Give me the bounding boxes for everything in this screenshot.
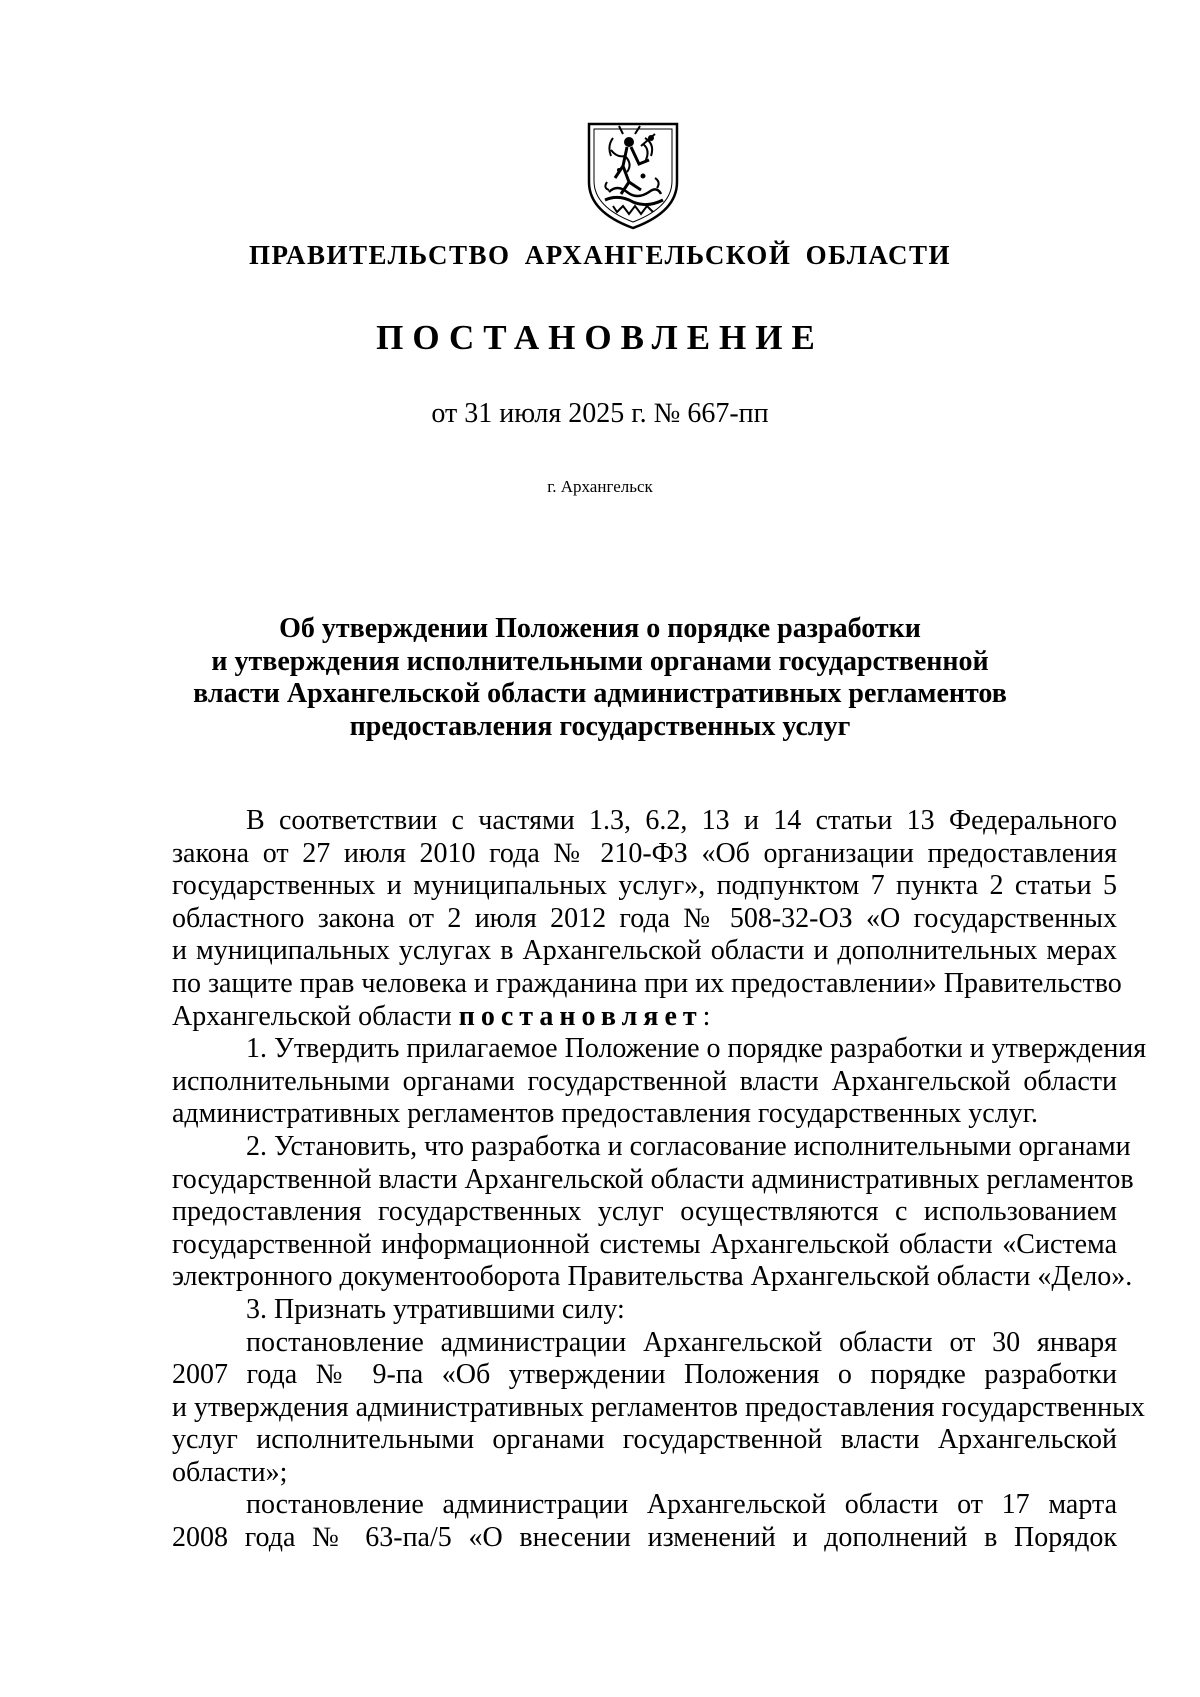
body-line-decree [172,1001,1117,1034]
document-subject [0,613,1200,743]
body-line: 2007 года № 9-па «Об утверждении Положения о порядке разработки [172,1359,1117,1391]
body-line: государственной власти Архангельской области административных регламентов [172,1163,1134,1195]
subject-line: и утверждения исполнительными органами государственной [211,645,989,677]
body-line: государственных и муниципальных услуг», подпунктом 7 пункта 2 статьи 5 [172,870,1117,902]
body-line: области»; [172,1456,288,1488]
body-line: закона от 27 июля 2010 года № 210-ФЗ «Об организации предоставления [172,837,1117,869]
subject-line: Об утверждении Положения о порядке разработки [279,613,921,644]
body-line: 2008 года № 63-па/5 «О внесении изменений и дополнений в Порядок [172,1522,1117,1554]
body-line: областного закона от 2 июля 2012 года № 508-32-ОЗ «О государственных [172,902,1117,934]
body-line: услуг исполнительными органами государственной власти Архангельской [172,1424,1117,1456]
body-line: предоставления государственных услуг осуществляются с использованием [172,1196,1117,1228]
body-line: постановление администрации Архангельской области от 17 марта [246,1489,1117,1521]
decree-word: постановляет [458,1000,703,1032]
body-line: 2. Установить, что разработка и согласование исполнительными органами [246,1130,1131,1162]
document-type: ПОСТАНОВЛЕНИЕ [376,318,824,357]
body-line: и муниципальных услугах в Архангельской области и дополнительных мерах [172,935,1117,967]
date-number: от 31 июля 2025 г. № 667-пп [431,398,769,429]
body-line: В соответствии с частями 1.3, 6.2, 13 и 14 статьи 13 Федерального [246,805,1117,836]
body-line: электронного документооборота Правительства Архангельской области «Дело». [172,1261,1133,1293]
body-line: исполнительными органами государственной власти Архангельской области [172,1065,1117,1097]
body-line: и утверждения административных регламентов предоставления государственных [172,1391,1145,1423]
body-line: по защите прав человека и гражданина при их предоставлении» Правительство [172,967,1122,999]
coat-of-arms-icon [583,120,683,232]
body-line: государственной информационной системы Архангельской области «Система [172,1228,1117,1260]
city-name: г. Архангельск [547,477,653,496]
document-body [172,805,1147,1555]
body-text: : [702,1000,711,1032]
body-line: 3. Признать утратившими силу: [246,1293,625,1325]
subject-line: предоставления государственных услуг [349,710,851,742]
body-line: постановление администрации Архангельской области от 30 января [246,1326,1117,1358]
body-line: 1. Утвердить прилагаемое Положение о порядке разработки и утверждения [246,1033,1147,1065]
government-name: ПРАВИТЕЛЬСТВО АРХАНГЕЛЬСКОЙ ОБЛАСТИ [248,240,952,270]
body-text: Архангельской области [172,1000,459,1032]
subject-line: власти Архангельской области административных регламентов [193,678,1007,709]
body-line: административных регламентов предоставления государственных услуг. [172,1098,1039,1130]
